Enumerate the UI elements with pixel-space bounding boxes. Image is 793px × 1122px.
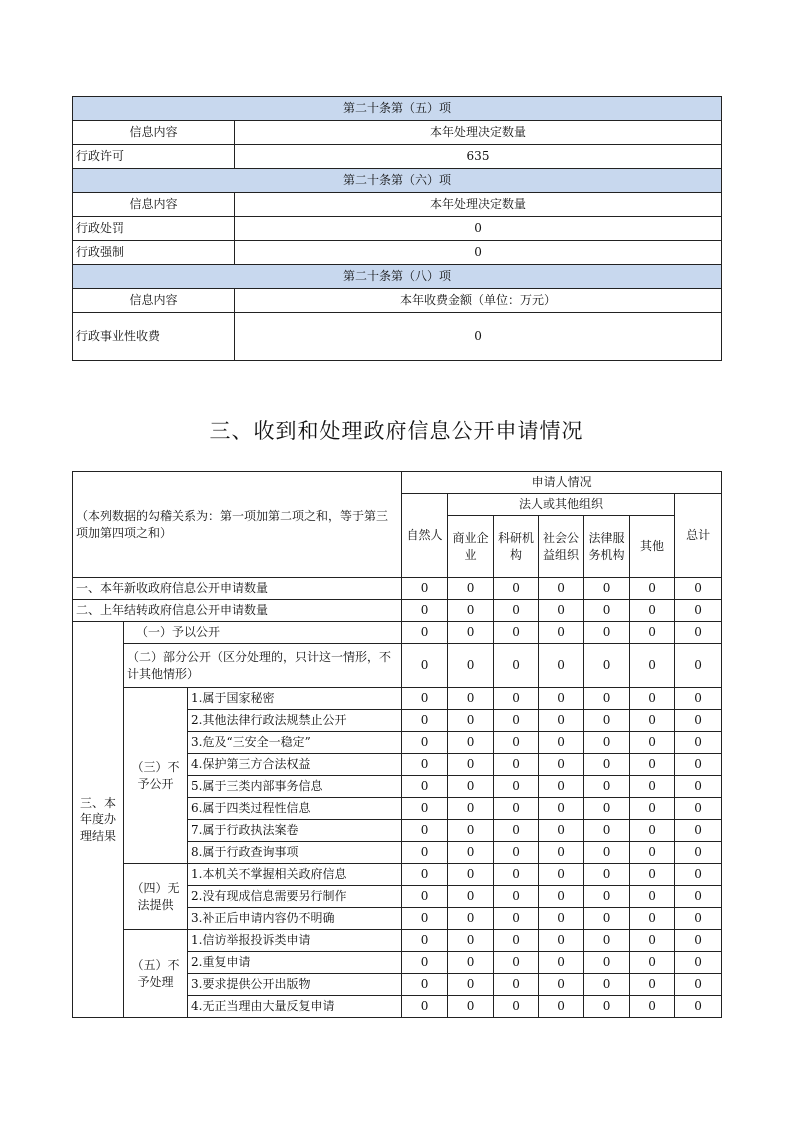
section-header-8: 第二十条第（八）项	[73, 265, 722, 289]
row-label: 3.要求提供公开出版物	[188, 974, 402, 996]
cell-value: 0	[402, 886, 448, 908]
cell-value: 0	[402, 930, 448, 952]
cell-value: 0	[402, 820, 448, 842]
cell-value: 0	[448, 732, 494, 754]
cell-value: 0	[630, 754, 675, 776]
cell-value: 0	[494, 886, 539, 908]
cell-value: 0	[539, 644, 584, 688]
cell-value: 0	[630, 710, 675, 732]
cell-value: 0	[494, 864, 539, 886]
section-header-6: 第二十条第（六）项	[73, 169, 722, 193]
column-header-value: 本年收费金额（单位：万元）	[235, 289, 722, 313]
row-value: 635	[235, 145, 722, 169]
cell-value: 0	[584, 754, 630, 776]
cell-value: 0	[584, 974, 630, 996]
cell-value: 0	[539, 754, 584, 776]
cell-value: 0	[675, 820, 722, 842]
cell-value: 0	[630, 644, 675, 688]
legal-group-header: 法人或其他组织	[448, 494, 675, 516]
cell-value: 0	[584, 842, 630, 864]
cell-value: 0	[448, 820, 494, 842]
column-header-item: 信息内容	[73, 121, 235, 145]
cell-value: 0	[630, 600, 675, 622]
cell-value: 0	[584, 864, 630, 886]
business-header: 商业企业	[448, 516, 494, 578]
cell-value: 0	[630, 886, 675, 908]
cell-value: 0	[494, 600, 539, 622]
cell-value: 0	[539, 864, 584, 886]
row-label: 5.属于三类内部事务信息	[188, 776, 402, 798]
row-label: 1.本机关不掌握相关政府信息	[188, 864, 402, 886]
table-note: （本列数据的勾稽关系为：第一项加第二项之和，等于第三项加第四项之和）	[73, 472, 402, 578]
row-label: （二）部分公开（区分处理的，只计这一情形，不计其他情形）	[124, 644, 402, 688]
cell-value: 0	[448, 996, 494, 1018]
cell-value: 0	[402, 688, 448, 710]
cell-value: 0	[584, 578, 630, 600]
column-header-item: 信息内容	[73, 193, 235, 217]
cell-value: 0	[448, 754, 494, 776]
cell-value: 0	[402, 578, 448, 600]
table-row	[73, 622, 722, 644]
column-header-value: 本年处理决定数量	[235, 193, 722, 217]
cell-value: 0	[494, 996, 539, 1018]
cell-value: 0	[675, 886, 722, 908]
cell-value: 0	[494, 798, 539, 820]
table-row	[73, 600, 722, 622]
cell-value: 0	[539, 600, 584, 622]
cell-value: 0	[630, 622, 675, 644]
cell-value: 0	[630, 798, 675, 820]
cell-value: 0	[402, 754, 448, 776]
cell-value: 0	[448, 842, 494, 864]
cell-value: 0	[630, 820, 675, 842]
cell-value: 0	[630, 952, 675, 974]
row-label: 7.属于行政执法案卷	[188, 820, 402, 842]
research-header: 科研机构	[494, 516, 539, 578]
cell-value: 0	[675, 952, 722, 974]
cell-value: 0	[630, 908, 675, 930]
cell-value: 0	[402, 622, 448, 644]
row-label: 一、本年新收政府信息公开申请数量	[73, 578, 402, 600]
row-label: 8.属于行政查询事项	[188, 842, 402, 864]
cell-value: 0	[402, 710, 448, 732]
cell-value: 0	[584, 710, 630, 732]
cell-value: 0	[494, 952, 539, 974]
applications-table	[72, 471, 722, 1018]
cell-value: 0	[494, 688, 539, 710]
cell-value: 0	[448, 776, 494, 798]
row-label: 3.危及“三安全一稳定”	[188, 732, 402, 754]
cell-value: 0	[448, 908, 494, 930]
cell-value: 0	[402, 952, 448, 974]
cell-value: 0	[584, 996, 630, 1018]
row-value: 0	[235, 241, 722, 265]
cell-value: 0	[630, 930, 675, 952]
cell-value: 0	[402, 864, 448, 886]
cell-value: 0	[494, 974, 539, 996]
cell-value: 0	[539, 842, 584, 864]
cell-value: 0	[630, 732, 675, 754]
cell-value: 0	[494, 710, 539, 732]
total-header: 总计	[675, 494, 722, 578]
column-header-item: 信息内容	[73, 289, 235, 313]
row-label: 二、上年结转政府信息公开申请数量	[73, 600, 402, 622]
row-label: 1.属于国家秘密	[188, 688, 402, 710]
cell-value: 0	[539, 732, 584, 754]
cell-value: 0	[539, 776, 584, 798]
cell-value: 0	[402, 974, 448, 996]
cell-value: 0	[494, 842, 539, 864]
row-label: 行政强制	[73, 241, 235, 265]
cell-value: 0	[448, 600, 494, 622]
cell-value: 0	[448, 688, 494, 710]
cell-value: 0	[448, 930, 494, 952]
legal-service-header: 法律服务机构	[584, 516, 630, 578]
cell-value: 0	[675, 578, 722, 600]
cell-value: 0	[584, 732, 630, 754]
cell-value: 0	[539, 908, 584, 930]
cell-value: 0	[675, 930, 722, 952]
cell-value: 0	[402, 798, 448, 820]
row-label: 4.无正当理由大量反复申请	[188, 996, 402, 1018]
column-header-value: 本年处理决定数量	[235, 121, 722, 145]
cell-value: 0	[675, 908, 722, 930]
cell-value: 0	[494, 820, 539, 842]
cell-value: 0	[584, 820, 630, 842]
cell-value: 0	[584, 600, 630, 622]
cell-value: 0	[539, 820, 584, 842]
table-row	[73, 864, 722, 886]
cell-value: 0	[402, 842, 448, 864]
cell-value: 0	[675, 798, 722, 820]
cell-value: 0	[494, 776, 539, 798]
row-value: 0	[235, 313, 722, 361]
cell-value: 0	[494, 732, 539, 754]
row-label: 1.信访举报投诉类申请	[188, 930, 402, 952]
row-value: 0	[235, 217, 722, 241]
cell-value: 0	[675, 754, 722, 776]
cell-value: 0	[448, 578, 494, 600]
cell-value: 0	[539, 798, 584, 820]
cell-value: 0	[675, 732, 722, 754]
cell-value: 0	[675, 688, 722, 710]
table-row	[73, 578, 722, 600]
cell-value: 0	[539, 688, 584, 710]
natural-person-header: 自然人	[402, 494, 448, 578]
row-label: 2.其他法律行政法规禁止公开	[188, 710, 402, 732]
cell-value: 0	[675, 622, 722, 644]
table-row	[73, 930, 722, 952]
disclosure-items-table	[72, 96, 722, 361]
cell-value: 0	[448, 622, 494, 644]
cell-value: 0	[539, 710, 584, 732]
cell-value: 0	[539, 578, 584, 600]
cell-value: 0	[675, 842, 722, 864]
row-label: 2.重复申请	[188, 952, 402, 974]
cell-value: 0	[494, 622, 539, 644]
cell-value: 0	[494, 754, 539, 776]
group-label-unavailable: （四）无法提供	[124, 864, 188, 930]
cell-value: 0	[539, 886, 584, 908]
cell-value: 0	[402, 908, 448, 930]
cell-value: 0	[402, 644, 448, 688]
cell-value: 0	[539, 996, 584, 1018]
cell-value: 0	[402, 732, 448, 754]
cell-value: 0	[448, 798, 494, 820]
table-row	[73, 688, 722, 710]
cell-value: 0	[675, 776, 722, 798]
row-label: 2.没有现成信息需要另行制作	[188, 886, 402, 908]
cell-value: 0	[584, 622, 630, 644]
cell-value: 0	[630, 776, 675, 798]
cell-value: 0	[675, 864, 722, 886]
cell-value: 0	[584, 776, 630, 798]
cell-value: 0	[448, 974, 494, 996]
group-label-withheld: （三）不予公开	[124, 688, 188, 864]
group-label-results: 三、本年度办理结果	[73, 622, 124, 1018]
row-label: 行政事业性收费	[73, 313, 235, 361]
cell-value: 0	[584, 930, 630, 952]
cell-value: 0	[584, 688, 630, 710]
cell-value: 0	[584, 952, 630, 974]
row-label: 行政处罚	[73, 217, 235, 241]
cell-value: 0	[630, 842, 675, 864]
cell-value: 0	[630, 864, 675, 886]
cell-value: 0	[584, 798, 630, 820]
cell-value: 0	[584, 886, 630, 908]
cell-value: 0	[448, 886, 494, 908]
section-title: 三、收到和处理政府信息公开申请情况	[209, 419, 584, 443]
cell-value: 0	[630, 996, 675, 1018]
row-label: 4.保护第三方合法权益	[188, 754, 402, 776]
cell-value: 0	[494, 644, 539, 688]
cell-value: 0	[539, 952, 584, 974]
cell-value: 0	[448, 710, 494, 732]
row-label: 6.属于四类过程性信息	[188, 798, 402, 820]
cell-value: 0	[448, 644, 494, 688]
row-label: 行政许可	[73, 145, 235, 169]
cell-value: 0	[630, 688, 675, 710]
cell-value: 0	[494, 930, 539, 952]
cell-value: 0	[675, 974, 722, 996]
group-label-not-processed: （五）不予处理	[124, 930, 188, 1018]
cell-value: 0	[539, 622, 584, 644]
cell-value: 0	[494, 578, 539, 600]
cell-value: 0	[539, 974, 584, 996]
cell-value: 0	[630, 578, 675, 600]
social-header: 社会公益组织	[539, 516, 584, 578]
section-header-5: 第二十条第（五）项	[73, 97, 722, 121]
table-row	[73, 644, 722, 688]
cell-value: 0	[675, 996, 722, 1018]
cell-value: 0	[539, 930, 584, 952]
cell-value: 0	[448, 864, 494, 886]
cell-value: 0	[402, 600, 448, 622]
cell-value: 0	[402, 996, 448, 1018]
cell-value: 0	[675, 600, 722, 622]
cell-value: 0	[402, 776, 448, 798]
cell-value: 0	[448, 952, 494, 974]
other-header: 其他	[630, 516, 675, 578]
applicant-header: 申请人情况	[402, 472, 722, 494]
cell-value: 0	[494, 908, 539, 930]
cell-value: 0	[675, 644, 722, 688]
cell-value: 0	[630, 974, 675, 996]
cell-value: 0	[584, 908, 630, 930]
row-label: 3.补正后申请内容仍不明确	[188, 908, 402, 930]
cell-value: 0	[584, 644, 630, 688]
cell-value: 0	[675, 710, 722, 732]
row-label: （一）予以公开	[124, 622, 402, 644]
